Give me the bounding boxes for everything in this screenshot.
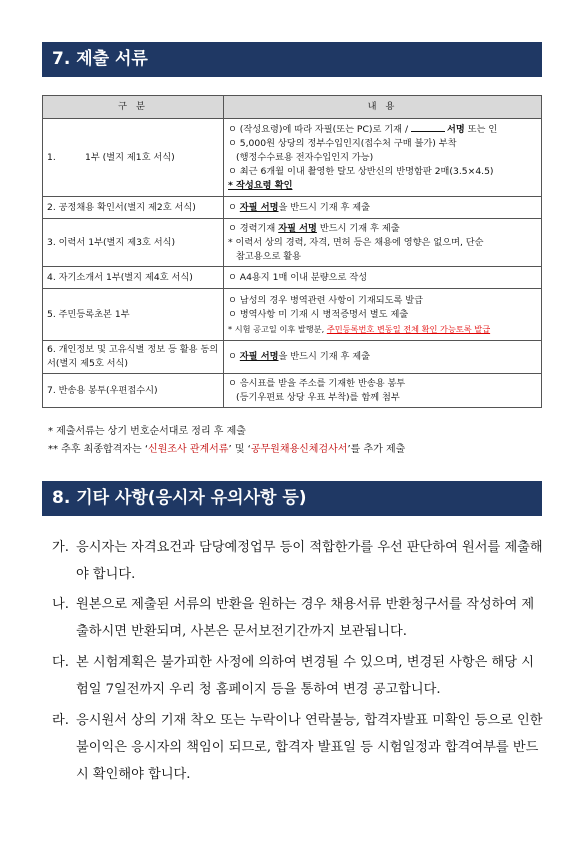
row-content [224, 119, 542, 197]
signature-emphasis: 자필 서명 [239, 201, 279, 213]
paragraph-label: 다. [52, 655, 69, 670]
note-text: ’ 및 ‘ [228, 444, 251, 455]
content-text: ㅇ 응시표를 받을 주소를 기재한 반송용 봉투 [228, 377, 406, 389]
row-label: 2. 공정채용 확인서(별지 제2호 서식) [43, 197, 224, 219]
note-text: ** 추후 최종합격자는 ‘ [48, 444, 148, 455]
table-row [43, 197, 542, 219]
table-header-row [43, 96, 542, 119]
final-applicant-note [48, 440, 405, 455]
content-text: ㅇ 경력기재 [228, 222, 279, 234]
row-content [224, 267, 542, 289]
content-text: 반드시 기재 후 제출 [316, 222, 400, 234]
content-text: 을 반드시 기재 후 제출 [278, 201, 371, 213]
table-row [43, 341, 542, 374]
row-label: 7. 반송용 봉투(우편접수시) [43, 374, 224, 408]
content-text: ㅇ 남성의 경우 병역관련 사항이 기재되도록 발급 [228, 294, 424, 306]
paragraph-label: 나. [52, 597, 69, 612]
section-7-title: 7. 제출 서류 [52, 49, 148, 69]
signature-emphasis: 서명 [446, 124, 465, 135]
notice-paragraph [52, 591, 544, 645]
note-text: ’를 추가 제출 [347, 444, 406, 455]
row-label: 4. 자기소개서 1부(별지 제4호 서식) [43, 267, 224, 289]
section-7-header [42, 42, 542, 77]
red-emphasis-note: 주민등록번호 변동일 전체 확인 가능토록 발급 [326, 323, 491, 334]
row-content [224, 341, 542, 374]
paragraph-text: 응시자는 자격요건과 담당예정업무 등이 적합한가를 우선 판단하여 원서를 제출해야 합니다. [76, 540, 543, 582]
submission-order-note: * 제출서류는 상기 번호순서대로 정리 후 제출 [48, 426, 246, 437]
section-8-title: 8. 기타 사항(응시자 유의사항 등) [52, 488, 307, 508]
notice-paragraph [52, 534, 544, 588]
writing-guide-note: * 작성요령 확인 [228, 180, 293, 191]
row-label: 3. 이력서 1부(별지 제3호 서식) [43, 219, 224, 267]
notice-paragraph [52, 707, 544, 788]
table-row [43, 289, 542, 341]
table-row [43, 267, 542, 289]
paragraph-text: 원본으로 제출된 서류의 반환을 원하는 경우 채용서류 반환청구서를 작성하여 제출하시면 반환되며, 사본은 문서보전기간까지 보관됩니다. [76, 597, 535, 639]
paragraph-label: 가. [52, 540, 69, 555]
table-row [43, 374, 542, 408]
header-category: 구 분 [43, 96, 224, 119]
paragraph-text: 응시원서 상의 기재 착오 또는 누락이나 연락불능, 합격자발표 미확인 등으로 인한 불이익은 응시자의 책임이 되므로, 합격자 발표일 등 시험일정과 합격여부를 반드시 확인해야 합니다. [76, 713, 543, 782]
content-text: ㅇ 병역사항 미 기재 시 병적증명서 별도 제출 [228, 308, 409, 320]
table-row [43, 219, 542, 267]
note-highlight: 신원조사 관계서류 [148, 444, 229, 455]
signature-emphasis: 자필 서명 [278, 222, 317, 234]
content-text: ㅇ [228, 201, 240, 213]
row-label: 1. 1부 (별지 제1호 서식) [43, 119, 224, 197]
row-content [224, 374, 542, 408]
row-content [224, 197, 542, 219]
content-text: ㅇ (작성요령)에 따라 자필(또는 PC)로 기재 / [228, 124, 411, 135]
content-text: (행정수수료용 전자수입인지 가능) [236, 152, 374, 163]
content-text: ㅇ [228, 351, 240, 362]
signature-emphasis: 자필 서명 [239, 351, 279, 362]
header-content: 내 용 [224, 96, 542, 119]
row-content [224, 219, 542, 267]
submission-documents-table [42, 95, 542, 408]
paragraph-label: 라. [52, 713, 69, 728]
content-text: 또는 인 [464, 124, 498, 135]
content-text: ㅇ 5,000원 상당의 정부수입인지(접수처 구매 불가) 부착 [228, 138, 457, 149]
paragraph-text: 본 시험계획은 불가피한 사정에 의하여 변경될 수 있으며, 변경된 사항은 해당 시험일 7일전까지 우리 청 홈페이지 등을 통하여 변경 공고합니다. [76, 655, 534, 697]
table-row [43, 119, 542, 197]
row-label: 6. 개인정보 및 고유식별 정보 등 활용 동의서(별지 제5호 서식) [43, 341, 224, 374]
content-text: ㅇ 최근 6개월 이내 촬영한 탈모 상반신의 반명함판 2매(3.5×4.5) [228, 166, 494, 177]
content-text: 참고용으로 활용 [236, 250, 302, 262]
blank-field [411, 122, 445, 132]
content-text: (등기우편료 상당 우표 부착)를 함께 첨부 [236, 391, 400, 403]
content-text: ㅇ A4용지 1매 이내 분량으로 작성 [228, 271, 368, 283]
notice-paragraph [52, 649, 544, 703]
content-text: * 이력서 상의 경력, 자격, 면허 등은 채용에 영향은 없으며, 단순 [228, 236, 484, 248]
row-label: 5. 주민등록초본 1부 [43, 289, 224, 341]
row-content [224, 289, 542, 341]
content-text: * 시험 공고일 이후 발행분, [228, 323, 327, 334]
content-text: 을 반드시 기재 후 제출 [278, 351, 371, 362]
note-highlight: 공무원채용신체검사서 [250, 444, 348, 455]
section-8-header [42, 481, 542, 516]
